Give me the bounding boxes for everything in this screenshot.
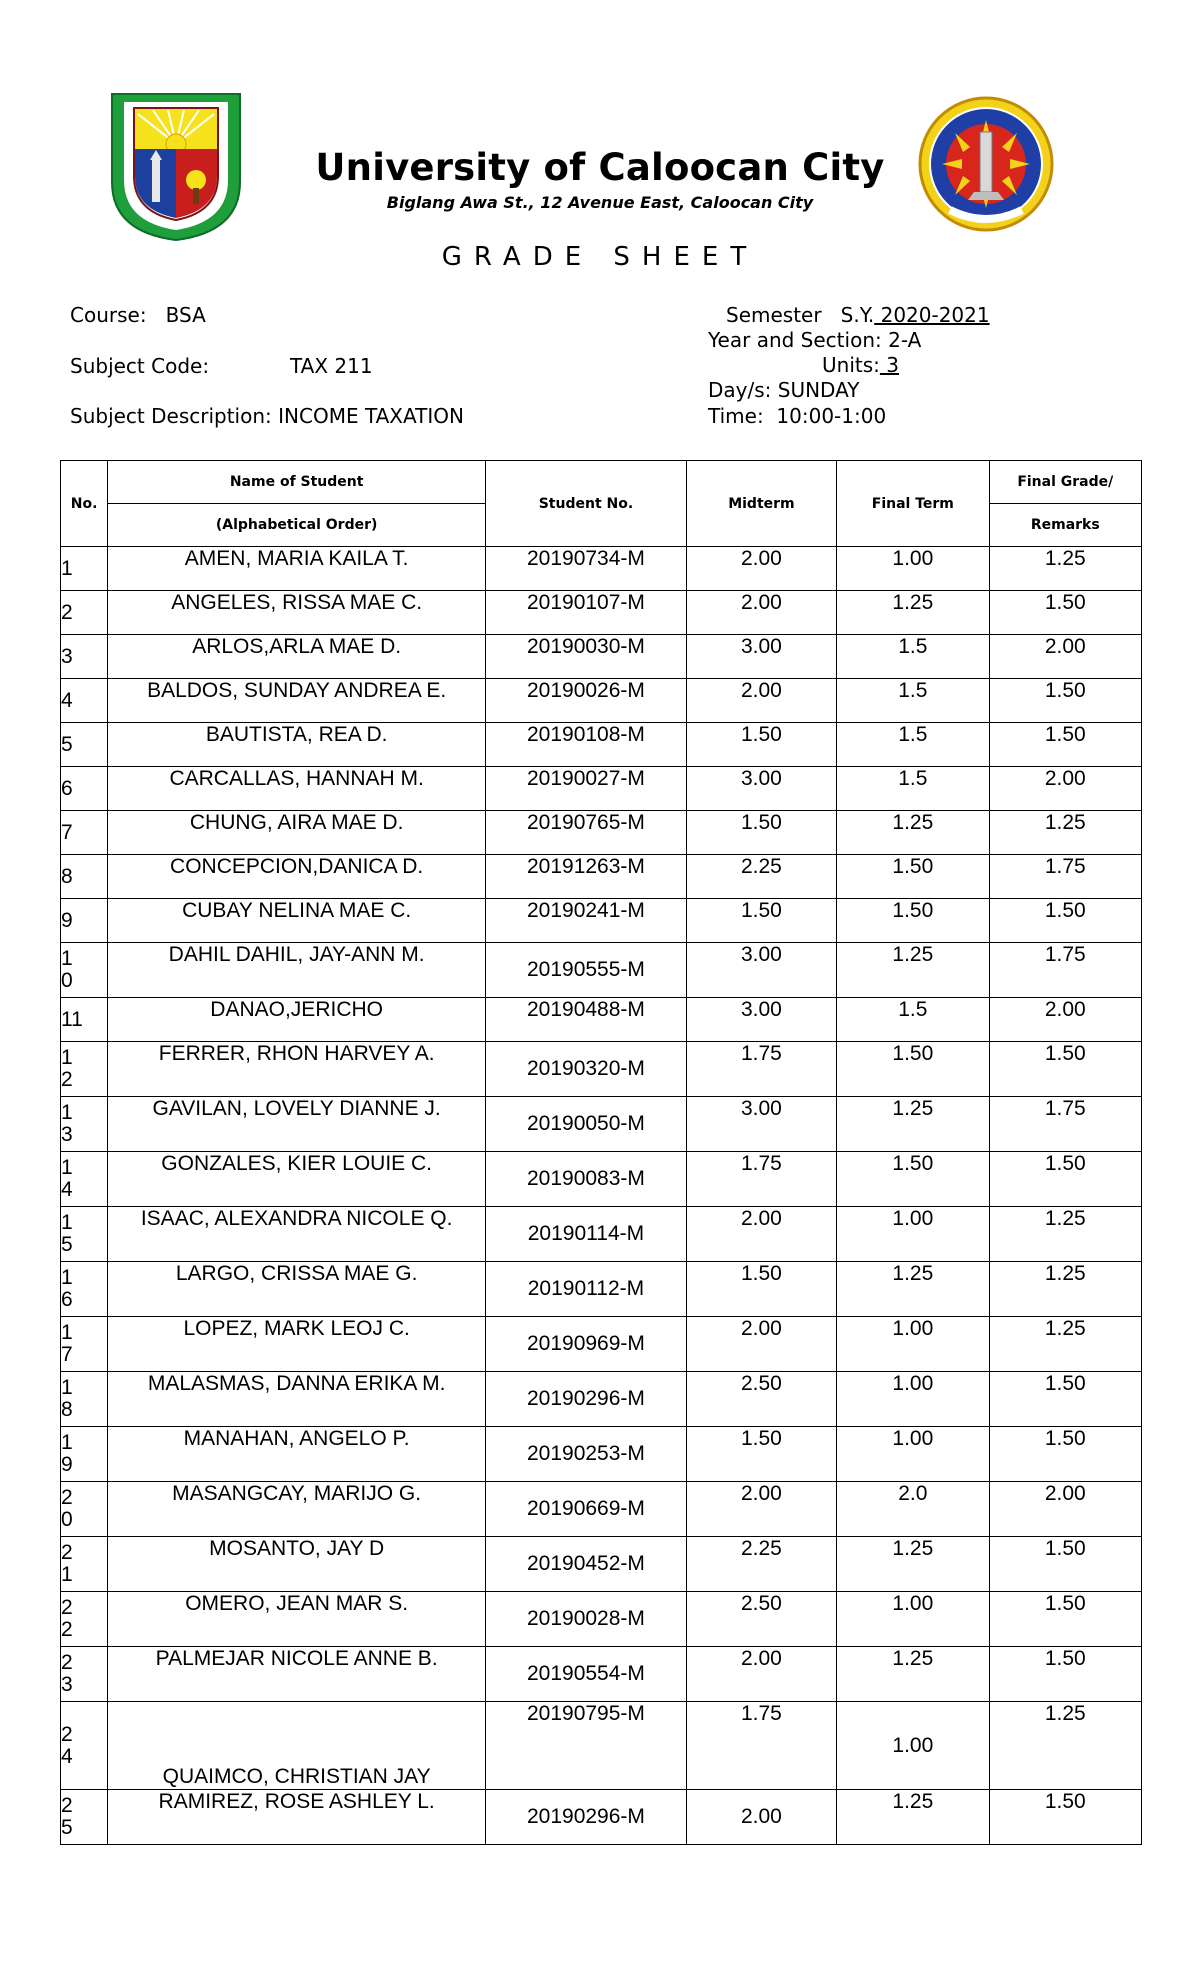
row-number-line2: 2 xyxy=(61,1068,73,1091)
row-number-line1: 2 xyxy=(61,1651,73,1674)
row-number xyxy=(61,1592,108,1647)
row-number xyxy=(61,855,108,899)
time-value: 10:00-1:00 xyxy=(776,404,887,428)
row-number-line2: 4 xyxy=(61,1744,73,1768)
final-term-grade: 1.00 xyxy=(837,1317,989,1372)
row-number-line1: 1 xyxy=(61,1046,73,1069)
midterm-grade: 3.00 xyxy=(686,1097,836,1152)
final-grade: 1.50 xyxy=(989,1372,1141,1427)
final-term-grade: 1.25 xyxy=(837,1790,989,1845)
table-row xyxy=(61,547,1142,591)
table-row xyxy=(61,1207,1142,1262)
midterm-grade: 2.25 xyxy=(686,1537,836,1592)
table-row xyxy=(61,723,1142,767)
final-term-grade: 1.00 xyxy=(837,1702,989,1790)
final-grade: 1.50 xyxy=(989,1592,1141,1647)
table-row xyxy=(61,1482,1142,1537)
row-number-line2: 3 xyxy=(61,1123,73,1146)
row-number xyxy=(61,1262,108,1317)
student-number: 20190050-M xyxy=(486,1097,687,1152)
final-grade: 2.00 xyxy=(989,635,1141,679)
time-label: Time: xyxy=(708,404,764,428)
student-number: 20190296-M xyxy=(486,1790,687,1845)
grades-table xyxy=(60,460,1142,1845)
row-number xyxy=(61,1537,108,1592)
row-number-line1: 7 xyxy=(61,820,73,844)
col-header-final-term: Final Term xyxy=(837,461,989,547)
units-value: 3 xyxy=(879,353,899,377)
row-number xyxy=(61,1647,108,1702)
student-number: 20190107-M xyxy=(486,591,687,635)
midterm-grade: 2.50 xyxy=(686,1592,836,1647)
final-grade: 1.50 xyxy=(989,1647,1141,1702)
midterm-grade: 2.00 xyxy=(686,1207,836,1262)
student-number: 20190734-M xyxy=(486,547,687,591)
table-row xyxy=(61,1427,1142,1482)
table-row xyxy=(61,1647,1142,1702)
row-number xyxy=(61,635,108,679)
final-grade: 1.50 xyxy=(989,1042,1141,1097)
days-label: Day/s: xyxy=(708,378,772,402)
midterm-grade: 2.00 xyxy=(686,1790,836,1845)
student-number: 20190320-M xyxy=(486,1042,687,1097)
row-number-line1: 9 xyxy=(61,908,73,932)
row-number xyxy=(61,1097,108,1152)
student-name: MOSANTO, JAY D xyxy=(108,1537,486,1592)
midterm-grade: 2.00 xyxy=(686,1647,836,1702)
student-name: LARGO, CRISSA MAE G. xyxy=(108,1262,486,1317)
row-number-line1: 1 xyxy=(61,1266,73,1289)
final-grade: 1.75 xyxy=(989,855,1141,899)
student-name: AMEN, MARIA KAILA T. xyxy=(108,547,486,591)
student-number: 20190969-M xyxy=(486,1317,687,1372)
student-number: 20190108-M xyxy=(486,723,687,767)
table-row xyxy=(61,679,1142,723)
row-number-line2: 6 xyxy=(61,1288,73,1311)
midterm-grade: 1.50 xyxy=(686,723,836,767)
student-number: 20190026-M xyxy=(486,679,687,723)
student-name: ARLOS,ARLA MAE D. xyxy=(108,635,486,679)
student-number: 20190028-M xyxy=(486,1592,687,1647)
final-term-grade: 1.5 xyxy=(837,635,989,679)
course-label: Course: xyxy=(70,303,147,327)
row-number-line1: 3 xyxy=(61,644,73,668)
row-number xyxy=(61,811,108,855)
table-row xyxy=(61,899,1142,943)
row-number-line1: 5 xyxy=(61,732,73,756)
student-name: GAVILAN, LOVELY DIANNE J. xyxy=(108,1097,486,1152)
row-number-line1: 8 xyxy=(61,864,73,888)
year-section-value: 2-A xyxy=(888,328,922,352)
time-row xyxy=(708,404,886,428)
row-number-line2: 4 xyxy=(61,1178,73,1201)
final-term-grade: 1.25 xyxy=(837,1262,989,1317)
row-number xyxy=(61,591,108,635)
row-number-line1: 6 xyxy=(61,776,73,800)
final-term-grade: 1.00 xyxy=(837,1372,989,1427)
student-name: GONZALES, KIER LOUIE C. xyxy=(108,1152,486,1207)
table-row xyxy=(61,855,1142,899)
student-number: 20190253-M xyxy=(486,1427,687,1482)
student-number: 20190555-M xyxy=(486,943,687,998)
student-number: 20190452-M xyxy=(486,1537,687,1592)
student-name: MASANGCAY, MARIJO G. xyxy=(108,1482,486,1537)
row-number-line1: 1 xyxy=(61,1431,73,1454)
midterm-grade: 3.00 xyxy=(686,635,836,679)
course-row xyxy=(70,303,206,327)
row-number xyxy=(61,767,108,811)
student-name: MALASMAS, DANNA ERIKA M. xyxy=(108,1372,486,1427)
final-term-grade: 1.5 xyxy=(837,767,989,811)
midterm-grade: 3.00 xyxy=(686,767,836,811)
student-number: 20190488-M xyxy=(486,998,687,1042)
table-row xyxy=(61,635,1142,679)
university-address: Biglang Awa St., 12 Avenue East, Caloocan City xyxy=(386,193,814,212)
midterm-grade: 2.50 xyxy=(686,1372,836,1427)
final-term-grade: 1.00 xyxy=(837,1207,989,1262)
course-value: BSA xyxy=(165,303,206,327)
row-number xyxy=(61,1207,108,1262)
final-term-grade: 1.25 xyxy=(837,591,989,635)
final-grade: 1.75 xyxy=(989,1097,1141,1152)
year-section-label: Year and Section: xyxy=(708,328,882,352)
student-name: ISAAC, ALEXANDRA NICOLE Q. xyxy=(108,1207,486,1262)
student-name: RAMIREZ, ROSE ASHLEY L. xyxy=(108,1790,486,1845)
student-number: 20191263-M xyxy=(486,855,687,899)
row-number-line2: 3 xyxy=(61,1673,73,1696)
col-header-final-grade: Final Grade/ xyxy=(989,461,1141,504)
final-term-grade: 1.5 xyxy=(837,679,989,723)
row-number-line1: 1 xyxy=(61,1211,73,1234)
days-row xyxy=(708,378,859,402)
midterm-grade: 1.75 xyxy=(686,1152,836,1207)
final-term-grade: 1.50 xyxy=(837,855,989,899)
year-section-row xyxy=(708,328,921,352)
table-row xyxy=(61,1097,1142,1152)
midterm-grade: 1.75 xyxy=(686,1702,836,1790)
row-number xyxy=(61,943,108,998)
midterm-grade: 1.50 xyxy=(686,899,836,943)
student-name: OMERO, JEAN MAR S. xyxy=(108,1592,486,1647)
student-name: LOPEZ, MARK LEOJ C. xyxy=(108,1317,486,1372)
student-name: BAUTISTA, REA D. xyxy=(108,723,486,767)
final-term-grade: 1.50 xyxy=(837,1152,989,1207)
student-name: DAHIL DAHIL, JAY-ANN M. xyxy=(108,943,486,998)
table-row xyxy=(61,1152,1142,1207)
midterm-grade: 2.00 xyxy=(686,591,836,635)
col-header-name-sub: (Alphabetical Order) xyxy=(108,504,486,547)
days-value: SUNDAY xyxy=(777,378,860,402)
sy-value: 2020-2021 xyxy=(874,303,990,327)
table-row xyxy=(61,1262,1142,1317)
row-number-line1: 1 xyxy=(61,1321,73,1344)
student-number: 20190112-M xyxy=(486,1262,687,1317)
student-number: 20190296-M xyxy=(486,1372,687,1427)
final-term-grade: 1.5 xyxy=(837,998,989,1042)
row-number xyxy=(61,679,108,723)
row-number xyxy=(61,1482,108,1537)
sy-label: S.Y. xyxy=(840,303,875,327)
row-number-line2: 9 xyxy=(61,1453,73,1476)
table-row xyxy=(61,1702,1142,1790)
final-term-grade: 1.25 xyxy=(837,811,989,855)
table-row xyxy=(61,998,1142,1042)
final-grade: 2.00 xyxy=(989,1482,1141,1537)
row-number-line1: 2 xyxy=(61,1794,73,1817)
row-number xyxy=(61,899,108,943)
final-grade: 1.50 xyxy=(989,899,1141,943)
row-number xyxy=(61,1372,108,1427)
table-row xyxy=(61,811,1142,855)
row-number-line2: 5 xyxy=(61,1816,73,1839)
subject-code-label: Subject Code: xyxy=(70,354,210,378)
row-number xyxy=(61,1042,108,1097)
final-grade: 2.00 xyxy=(989,767,1141,811)
final-grade: 1.75 xyxy=(989,943,1141,998)
semester-row xyxy=(726,303,990,327)
midterm-grade: 2.25 xyxy=(686,855,836,899)
final-grade: 1.50 xyxy=(989,1790,1141,1845)
col-header-remarks: Remarks xyxy=(989,504,1141,547)
row-number-line1: 11 xyxy=(61,1007,83,1031)
row-number-line1: 2 xyxy=(61,1486,73,1509)
final-term-grade: 1.5 xyxy=(837,723,989,767)
row-number-line1: 2 xyxy=(61,1541,73,1564)
final-term-grade: 1.00 xyxy=(837,1592,989,1647)
student-name: DANAO,JERICHO xyxy=(108,998,486,1042)
row-number-line2: 7 xyxy=(61,1343,73,1366)
row-number-line1: 2 xyxy=(61,600,73,624)
midterm-grade: 2.00 xyxy=(686,547,836,591)
midterm-grade: 1.50 xyxy=(686,1262,836,1317)
row-number-line1: 2 xyxy=(61,1596,73,1619)
student-number: 20190554-M xyxy=(486,1647,687,1702)
midterm-grade: 2.00 xyxy=(686,1317,836,1372)
semester-label: Semester xyxy=(726,303,822,327)
student-name: CUBAY NELINA MAE C. xyxy=(108,899,486,943)
grade-sheet-title: GRADE SHEET xyxy=(441,242,759,272)
subject-desc-row xyxy=(70,404,464,428)
header-row-top xyxy=(61,461,1142,504)
row-number-line1: 1 xyxy=(61,1101,73,1124)
row-number-line2: 0 xyxy=(61,969,73,992)
col-header-student-no: Student No. xyxy=(486,461,687,547)
midterm-grade: 2.00 xyxy=(686,1482,836,1537)
student-number: 20190241-M xyxy=(486,899,687,943)
row-number xyxy=(61,1317,108,1372)
col-header-midterm: Midterm xyxy=(686,461,836,547)
row-number-line2: 2 xyxy=(61,1618,73,1641)
table-row xyxy=(61,1317,1142,1372)
row-number-line1: 1 xyxy=(61,1156,73,1179)
student-name: MANAHAN, ANGELO P. xyxy=(108,1427,486,1482)
units-label: Units: xyxy=(822,353,880,377)
student-number: 20190030-M xyxy=(486,635,687,679)
student-number: 20190083-M xyxy=(486,1152,687,1207)
table-row xyxy=(61,1790,1142,1845)
student-name: FERRER, RHON HARVEY A. xyxy=(108,1042,486,1097)
row-number xyxy=(61,1427,108,1482)
final-grade: 1.25 xyxy=(989,811,1141,855)
university-name: University of Caloocan City xyxy=(315,146,885,189)
row-number xyxy=(61,547,108,591)
student-number: 20190669-M xyxy=(486,1482,687,1537)
midterm-grade: 1.50 xyxy=(686,1427,836,1482)
final-grade: 1.25 xyxy=(989,1262,1141,1317)
subject-code-value: TAX 211 xyxy=(290,354,373,378)
final-grade: 1.50 xyxy=(989,723,1141,767)
row-number-line2: 1 xyxy=(61,1563,73,1586)
table-row xyxy=(61,1592,1142,1647)
table-row xyxy=(61,591,1142,635)
final-grade: 1.25 xyxy=(989,1207,1141,1262)
final-grade: 1.50 xyxy=(989,679,1141,723)
final-grade: 1.25 xyxy=(989,547,1141,591)
row-number-line2: 0 xyxy=(61,1508,73,1531)
row-number-line2: 5 xyxy=(61,1233,73,1256)
final-term-grade: 1.50 xyxy=(837,1042,989,1097)
final-term-grade: 1.00 xyxy=(837,547,989,591)
row-number xyxy=(61,1152,108,1207)
final-grade: 1.25 xyxy=(989,1317,1141,1372)
midterm-grade: 2.00 xyxy=(686,679,836,723)
table-row xyxy=(61,943,1142,998)
student-number: 20190795-M xyxy=(486,1702,687,1790)
student-number: 20190765-M xyxy=(486,811,687,855)
final-term-grade: 1.25 xyxy=(837,1097,989,1152)
subject-code-row xyxy=(70,354,209,378)
row-number xyxy=(61,723,108,767)
final-grade: 1.50 xyxy=(989,1427,1141,1482)
row-number-line1: 1 xyxy=(61,1376,73,1399)
student-name: PALMEJAR NICOLE ANNE B. xyxy=(108,1647,486,1702)
row-number xyxy=(61,1790,108,1845)
student-name: BALDOS, SUNDAY ANDREA E. xyxy=(108,679,486,723)
final-grade: 1.50 xyxy=(989,1537,1141,1592)
table-row xyxy=(61,1537,1142,1592)
final-term-grade: 2.0 xyxy=(837,1482,989,1537)
row-number xyxy=(61,1702,108,1790)
final-term-grade: 1.00 xyxy=(837,1427,989,1482)
table-row xyxy=(61,1042,1142,1097)
final-term-grade: 1.50 xyxy=(837,899,989,943)
row-number xyxy=(61,998,108,1042)
row-number-line2: 8 xyxy=(61,1398,73,1421)
row-number-line1: 1 xyxy=(61,947,73,970)
final-term-grade: 1.25 xyxy=(837,1647,989,1702)
final-grade: 1.25 xyxy=(989,1702,1141,1790)
subject-desc-label: Subject Description: xyxy=(70,404,272,428)
midterm-grade: 1.50 xyxy=(686,811,836,855)
table-row xyxy=(61,767,1142,811)
midterm-grade: 3.00 xyxy=(686,998,836,1042)
units-row xyxy=(822,353,899,377)
final-grade: 1.50 xyxy=(989,1152,1141,1207)
col-header-no: No. xyxy=(61,461,108,547)
student-name: ANGELES, RISSA MAE C. xyxy=(108,591,486,635)
student-number: 20190114-M xyxy=(486,1207,687,1262)
subject-desc-value: INCOME TAXATION xyxy=(278,404,464,428)
row-number-line1: 1 xyxy=(61,556,73,580)
final-term-grade: 1.25 xyxy=(837,1537,989,1592)
student-name: CARCALLAS, HANNAH M. xyxy=(108,767,486,811)
final-grade: 1.50 xyxy=(989,591,1141,635)
midterm-grade: 1.75 xyxy=(686,1042,836,1097)
final-grade: 2.00 xyxy=(989,998,1141,1042)
student-name: CONCEPCION,DANICA D. xyxy=(108,855,486,899)
final-term-grade: 1.25 xyxy=(837,943,989,998)
row-number-line1: 2 xyxy=(61,1722,73,1746)
student-number: 20190027-M xyxy=(486,767,687,811)
student-name: CHUNG, AIRA MAE D. xyxy=(108,811,486,855)
table-row xyxy=(61,1372,1142,1427)
student-name: QUAIMCO, CHRISTIAN JAY xyxy=(108,1702,486,1790)
col-header-name: Name of Student xyxy=(108,461,486,504)
row-number-line1: 4 xyxy=(61,688,73,712)
midterm-grade: 3.00 xyxy=(686,943,836,998)
